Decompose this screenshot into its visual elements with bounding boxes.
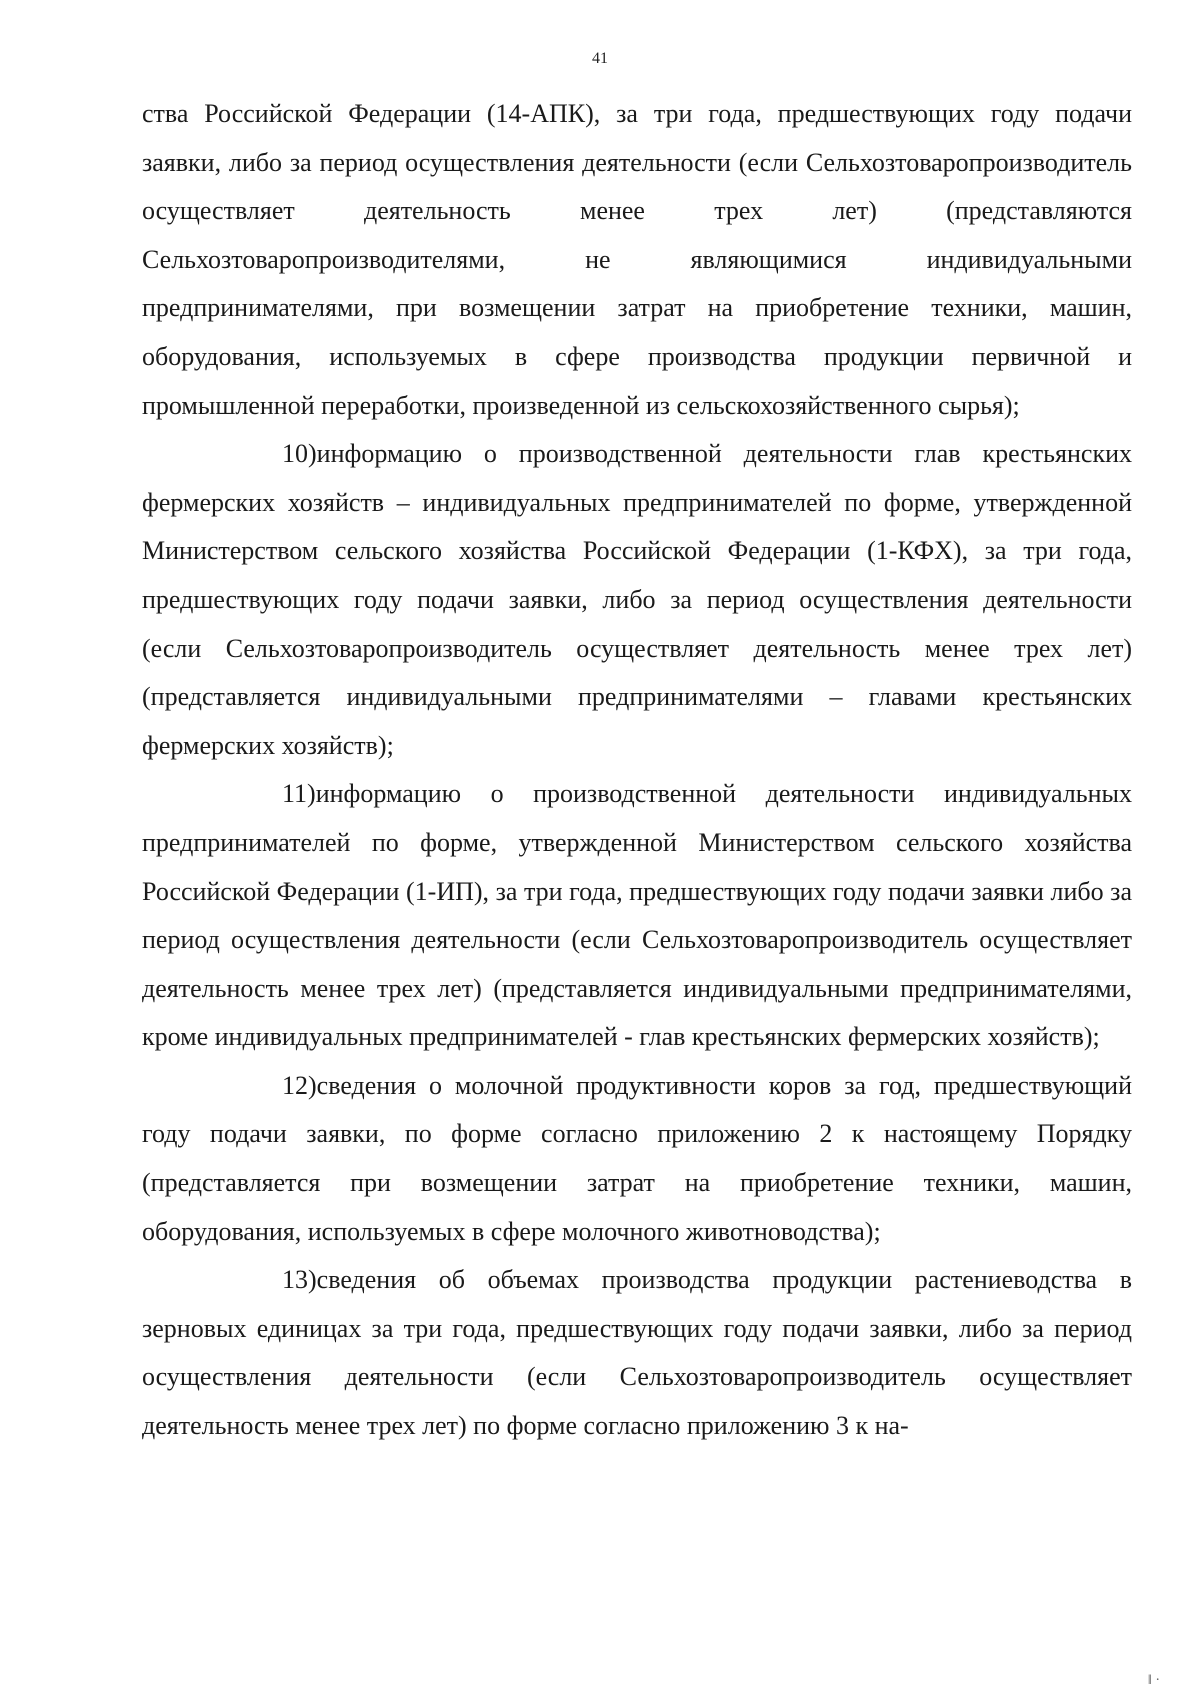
list-item-number: 11) — [282, 779, 316, 809]
list-item-11 — [142, 770, 1132, 1062]
paragraph-continuation — [142, 90, 1132, 430]
list-item-number: 10) — [282, 439, 317, 469]
paragraph-text: сведения об объемах производства продукции растениеводства в зерновых единицах за три года, предшествующих году подачи заявки, либо за период осуществления деятельности (если Сельхозтоваропроизводитель осуществляет деятельность менее трех лет) по форме согласно приложению 3 к на- — [142, 1265, 1132, 1441]
page-number: 41 — [592, 50, 608, 67]
paragraph-text: информацию о производственной деятельности индивидуальных предпринимателей по форме, утвержденной Министерством сельского хозяйства Российской Федерации (1-ИП), за три года, предшествующих году подачи заявки либо за период осуществления деятельности (если Сельхозтоваропроизводитель осуществляет деятельность менее трех лет) (представляется индивидуальными предпринимателями, кроме индивидуальных предпринимателей - глав крестьянских фермерских хозяйств); — [142, 779, 1132, 1052]
paragraph-text: ства Российской Федерации (14-АПК), за три года, предшествующих году подачи заявки, либо за период осуществления деятельности (если Сельхозтоваропроизводитель осуществляет деятельность менее трех лет) (представляются Сельхозтоваропроизводителями, не являющимися индивидуальными предпринимателями, при возмещении затрат на приобретение техники, машин, оборудования, используемых в сфере производства продукции первичной и промышленной переработки, произведенной из сельскохозяйственного сырья); — [142, 99, 1132, 420]
document-body — [142, 90, 1132, 1451]
list-item-13 — [142, 1256, 1132, 1450]
list-item-10 — [142, 430, 1132, 770]
list-item-12 — [142, 1062, 1132, 1256]
scan-corner-mark: ‖ · — [1147, 1673, 1160, 1688]
list-item-number: 13) — [282, 1265, 317, 1295]
paragraph-text: информацию о производственной деятельности глав крестьянских фермерских хозяйств – индивидуальных предпринимателей по форме, утвержденной Министерством сельского хозяйства Российской Федерации (1-КФХ), за три года, предшествующих году подачи заявки, либо за период осуществления деятельности (если Сельхозтоваропроизводитель осуществляет деятельность менее трех лет) (представляется индивидуальными предпринимателями – главами крестьянских фермерских хозяйств); — [142, 439, 1132, 760]
list-item-number: 12) — [282, 1070, 317, 1100]
paragraph-text: сведения о молочной продуктивности коров за год, предшествующий году подачи заявки, по форме согласно приложению 2 к настоящему Порядку (представляется при возмещении затрат на приобретение техники, машин, оборудования, используемых в сфере молочного животноводства); — [142, 1070, 1132, 1246]
